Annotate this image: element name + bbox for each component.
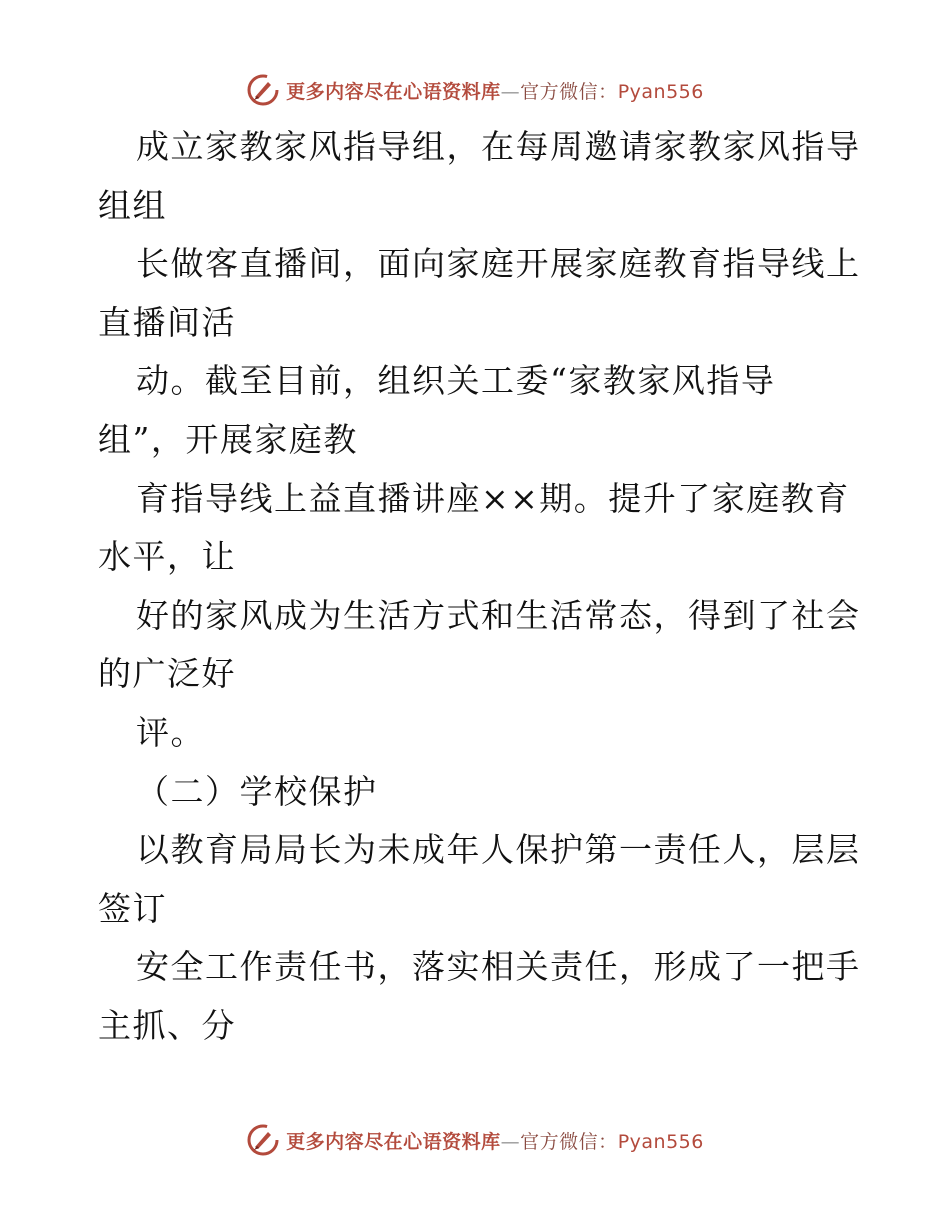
text-line: 好的家风成为生活方式和生活常态，得到了社会 <box>136 595 861 635</box>
watermark-text <box>286 1127 704 1154</box>
text-line: 的广泛好 <box>98 654 236 694</box>
watermark-wechat-id: Pyan556 <box>617 80 704 103</box>
brush-logo-icon <box>246 73 280 107</box>
watermark-wechat-label: 官方微信： <box>520 1130 618 1153</box>
watermark-text <box>286 77 704 104</box>
watermark-brand: 更多内容尽在心语资料库 <box>286 80 501 103</box>
watermark-brand: 更多内容尽在心语资料库 <box>286 1130 501 1153</box>
text-line: 评。 <box>136 712 205 752</box>
text-line: 主抓、分 <box>98 1005 236 1045</box>
text-line: 直播间活 <box>98 302 236 342</box>
text-line: 长做客直播间，面向家庭开展家庭教育指导线上 <box>136 244 861 284</box>
document-body <box>98 118 861 1056</box>
text-line: 动。截至目前，组织关工委“家教家风指导 <box>136 361 776 401</box>
text-line: 签订 <box>98 888 167 928</box>
watermark-wechat-id: Pyan556 <box>617 1130 704 1153</box>
text-line: 育指导线上益直播讲座××期。提升了家庭教育 <box>136 478 850 518</box>
text-line: 成立家教家风指导组，在每周邀请家教家风指导 <box>136 127 861 166</box>
text-line: （二）学校保护 <box>136 771 378 811</box>
text-line: 以教育局局长为未成年人保护第一责任人，层层 <box>136 830 861 870</box>
watermark-separator: — <box>500 1130 521 1153</box>
header-watermark <box>0 70 950 110</box>
text-line: 水平，让 <box>98 537 236 577</box>
text-line: 组组 <box>98 185 167 225</box>
watermark-separator: — <box>500 80 521 103</box>
footer-watermark <box>0 1120 950 1160</box>
brush-logo-icon <box>246 1123 280 1157</box>
text-line: 安全工作责任书，落实相关责任，形成了一把手 <box>136 947 861 987</box>
text-line: 组”，开展家庭教 <box>98 419 358 459</box>
watermark-wechat-label: 官方微信： <box>520 80 618 103</box>
